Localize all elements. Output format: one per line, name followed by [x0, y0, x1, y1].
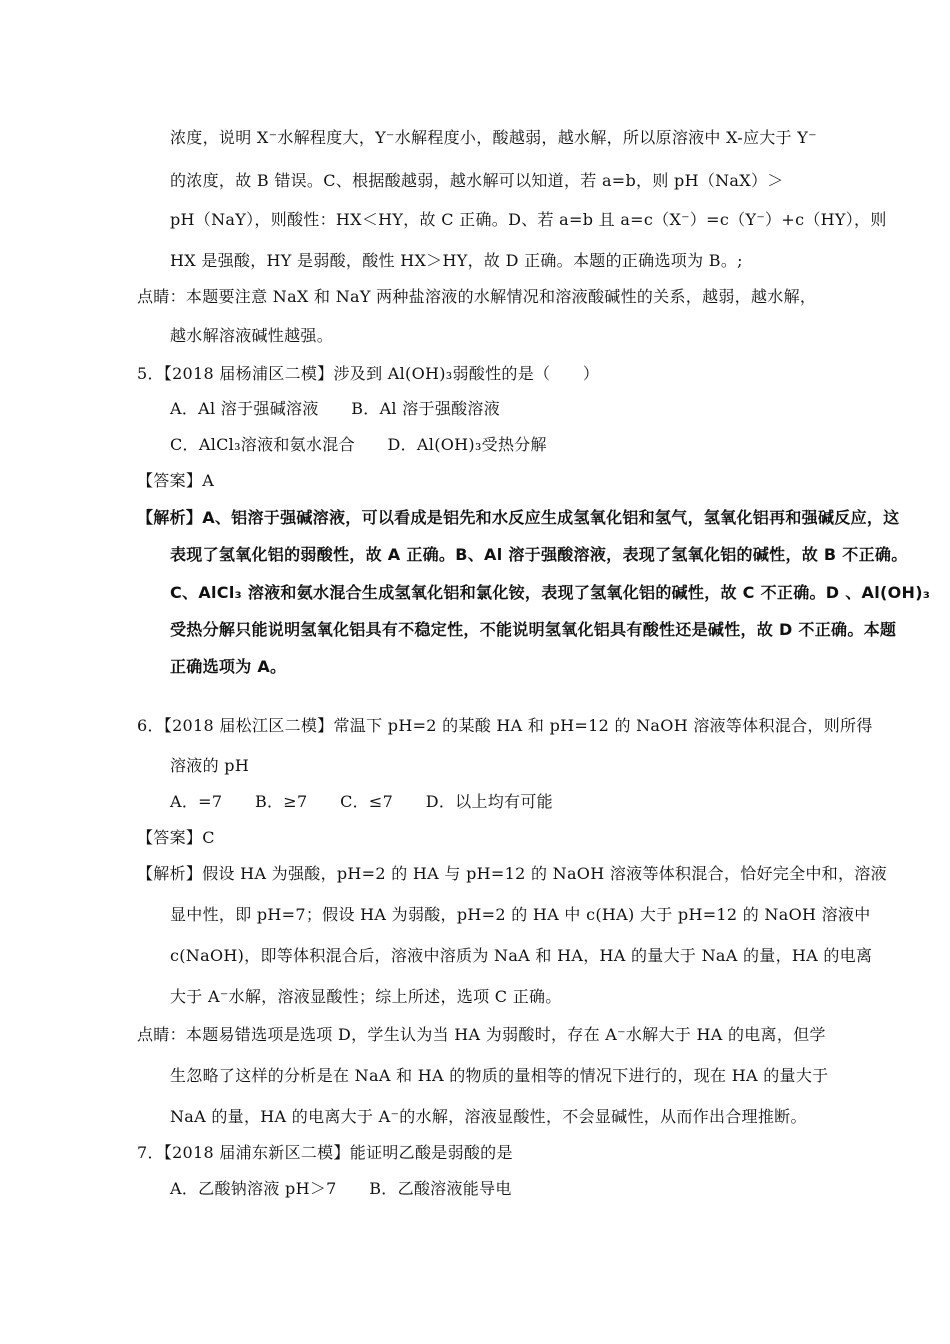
text-line: HX 是强酸，HY 是弱酸，酸性 HX＞HY，故 D 正确。本题的正确选项为 B。;	[170, 251, 743, 270]
analysis-line: 表现了氢氧化铝的弱酸性，故 A 正确。B、Al 溶于强酸溶液，表现了氢氧化铝的碱性，故 B 不正确。	[170, 545, 908, 564]
text-line: 溶液的 pH	[170, 756, 250, 775]
analysis-line: 【解析】假设 HA 为强酸，pH=2 的 HA 与 pH=12 的 NaOH 溶液等体积混合，恰好完全中和，溶液	[137, 864, 887, 883]
text-line: 浓度，说明 X⁻水解程度大，Y⁻水解程度小，酸越弱，越水解，所以原溶液中 X-应大于 Y⁻	[170, 128, 817, 147]
analysis-line: 大于 A⁻水解，溶液显酸性；综上所述，选项 C 正确。	[170, 987, 562, 1006]
analysis-line: c(NaOH)，即等体积混合后，溶液中溶质为 NaA 和 HA，HA 的量大于 NaA 的量，HA 的电离	[170, 946, 873, 965]
question-5: 5．【2018 届杨浦区二模】涉及到 Al(OH)₃弱酸性的是（ ）	[137, 364, 600, 383]
options-line: A．乙酸钠溶液 pH＞7 B．乙酸溶液能导电	[170, 1179, 512, 1198]
text-line: pH（NaY），则酸性：HX＜HY，故 C 正确。D、若 a=b 且 a=c（X⁻）=c（Y⁻）+c（HY），则	[170, 210, 887, 229]
options-line: A．Al 溶于强碱溶液 B．Al 溶于强酸溶液	[170, 399, 501, 418]
analysis-line: 正确选项为 A。	[170, 657, 287, 676]
tip-line: 点睛：本题要注意 NaX 和 NaY 两种盐溶液的水解情况和溶液酸碱性的关系，越弱，越水解，	[137, 287, 817, 306]
analysis-line: 受热分解只能说明氢氧化铝具有不稳定性，不能说明氢氧化铝具有酸性还是碱性，故 D 不正确。本题	[170, 620, 897, 639]
question-7: 7．【2018 届浦东新区二模】能证明乙酸是弱酸的是	[137, 1143, 513, 1162]
analysis-line: 显中性，即 pH=7；假设 HA 为弱酸，pH=2 的 HA 中 c(HA) 大于 pH=12 的 NaOH 溶液中	[170, 905, 871, 924]
text-line: 越水解溶液碱性越强。	[170, 326, 334, 345]
analysis-line: C、AlCl₃ 溶液和氨水混合生成氢氧化铝和氯化铵，表现了氢氧化铝的碱性，故 C 不正确。D 、Al(OH)₃	[170, 583, 931, 602]
question-6: 6．【2018 届松江区二模】常温下 pH=2 的某酸 HA 和 pH=12 的 NaOH 溶液等体积混合，则所得	[137, 716, 873, 735]
options-line: A．=7 B．≥7 C．≤7 D．以上均有可能	[170, 792, 553, 811]
tip-line: 点睛：本题易错选项是选项 D，学生认为当 HA 为弱酸时，存在 A⁻水解大于 HA 的电离，但学	[137, 1025, 826, 1044]
answer-line: 【答案】A	[137, 471, 215, 490]
text-line: 的浓度，故 B 错误。C、根据酸越弱，越水解可以知道，若 a=b，则 pH（NaX）＞	[170, 171, 784, 190]
options-line: C．AlCl₃溶液和氨水混合 D．Al(OH)₃受热分解	[170, 435, 547, 454]
text-line: NaA 的量，HA 的电离大于 A⁻的水解，溶液显酸性，不会显碱性，从而作出合理推断。	[170, 1107, 807, 1126]
text-line: 生忽略了这样的分析是在 NaA 和 HA 的物质的量相等的情况下进行的，现在 HA 的量大于	[170, 1066, 829, 1085]
answer-line: 【答案】C	[137, 828, 215, 847]
analysis-line: 【解析】A、铝溶于强碱溶液，可以看成是铝先和水反应生成氢氧化铝和氢气，氢氧化铝再和强碱反应，这	[137, 508, 900, 527]
